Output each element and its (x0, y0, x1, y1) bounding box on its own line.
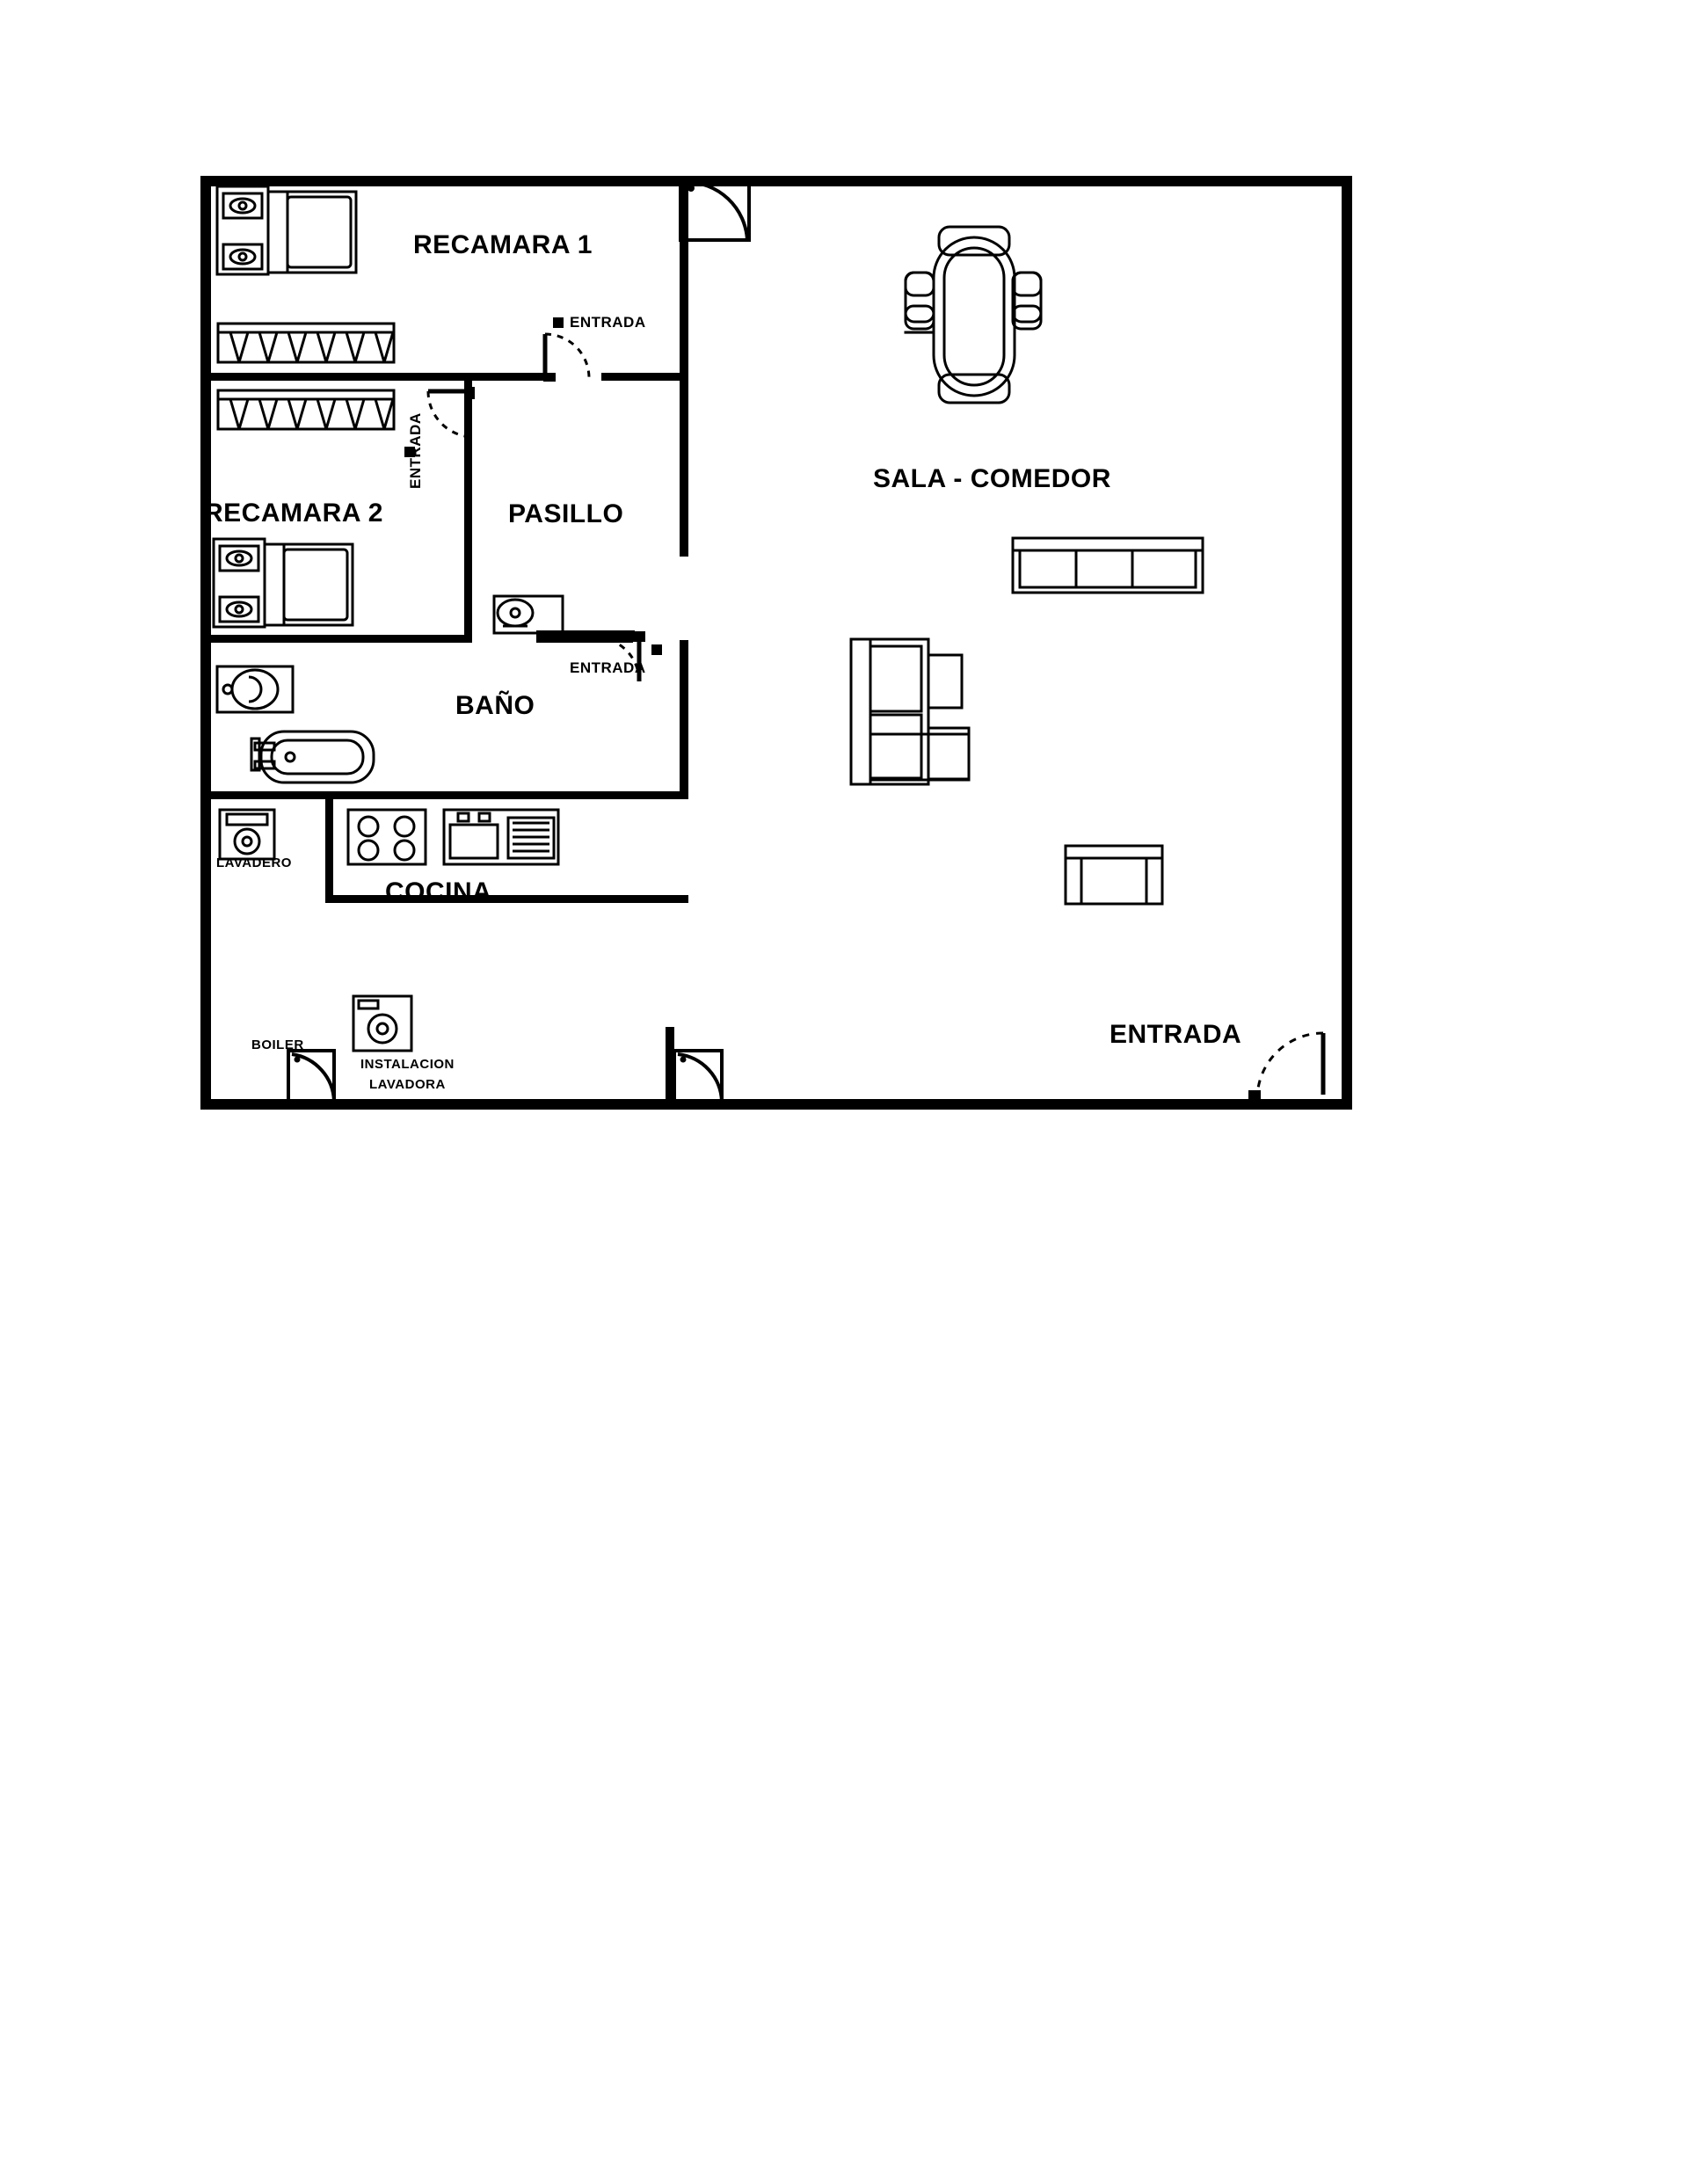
door-boiler (288, 1051, 334, 1102)
bed-recamara1 (217, 186, 356, 274)
stove (348, 810, 426, 864)
room-label-recamara1: RECAMARA 1 (413, 230, 593, 259)
room-label-recamara2: RECAMARA 2 (204, 499, 383, 528)
kitchen-sink (444, 810, 558, 864)
annotation-entrada-recamara1: ENTRADA (570, 314, 646, 331)
door-sala-top (680, 180, 749, 240)
annotation-boiler: BOILER (251, 1037, 304, 1052)
closet-recamara1 (218, 324, 394, 362)
room-label-bano: BAÑO (455, 691, 535, 720)
pasillo-counter-edge (536, 630, 635, 637)
annotation-lavadero: LAVADERO (216, 855, 292, 870)
room-label-cocina: COCINA (385, 877, 492, 906)
toilet (217, 666, 293, 712)
annotation-instalacion-lavadora-line1: INSTALACION (360, 1057, 455, 1072)
dining-table (906, 227, 1041, 403)
bathtub (251, 732, 374, 783)
door-patio (674, 1051, 722, 1102)
closet-recamara2 (218, 390, 394, 429)
washing-machine (353, 996, 411, 1051)
sofa-3 (1013, 538, 1203, 593)
armchair (1066, 846, 1162, 904)
annotation-entrada-bano: ENTRADA (570, 659, 646, 676)
sofa-l (851, 639, 969, 784)
room-label-sala-comedor: SALA - COMEDOR (873, 464, 1111, 493)
annotation-instalacion-lavadora-line2: LAVADORA (369, 1077, 446, 1092)
laundry-sink (220, 810, 274, 859)
door-entrada-principal (1248, 1033, 1323, 1101)
annotation-entrada-recamara2: ENTRADA (407, 412, 424, 489)
sink-pasillo (494, 596, 563, 633)
bed-recamara2 (214, 539, 353, 627)
annotation-entrada-principal: ENTRADA (1110, 1020, 1242, 1049)
room-label-pasillo: PASILLO (508, 499, 624, 528)
